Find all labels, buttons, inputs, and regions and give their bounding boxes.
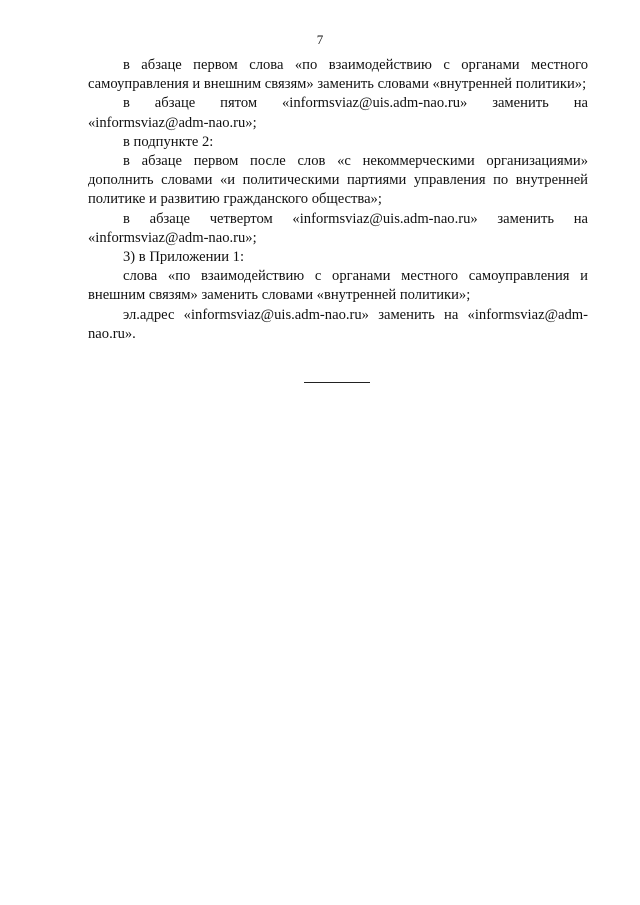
paragraph-2: в абзаце пятом «informsviaz@uis.adm-nao.ru» заменить на «informsviaz@adm-nao.ru»;: [88, 95, 588, 131]
paragraph-4: в абзаце первом после слов «с некоммерческими организациями» дополнить словами «и политическими партиями управления по внутренней политике и развитию гражданского общества»;: [88, 153, 588, 208]
paragraph-5: в абзаце четвертом «informsviaz@uis.adm-nao.ru» заменить на «informsviaz@adm-nao.ru»;: [88, 210, 588, 246]
paragraph-8: эл.адрес «informsviaz@uis.adm-nao.ru» заменить на «informsviaz@adm-nao.ru».: [88, 306, 588, 342]
paragraph-6: 3) в Приложении 1:: [123, 249, 245, 266]
end-divider-line: [304, 382, 370, 383]
page-number: 7: [316, 32, 324, 47]
paragraph-3: в подпункте 2:: [123, 133, 214, 150]
document-body: [88, 56, 588, 344]
paragraph-1: в абзаце первом слова «по взаимодействию с органами местного самоуправления и внешним связям» заменить словами «внутренней политики»;: [88, 57, 588, 93]
paragraph-7: слова «по взаимодействию с органами местного самоуправления и внешним связям» заменить словами «внутренней политики»;: [88, 268, 588, 304]
